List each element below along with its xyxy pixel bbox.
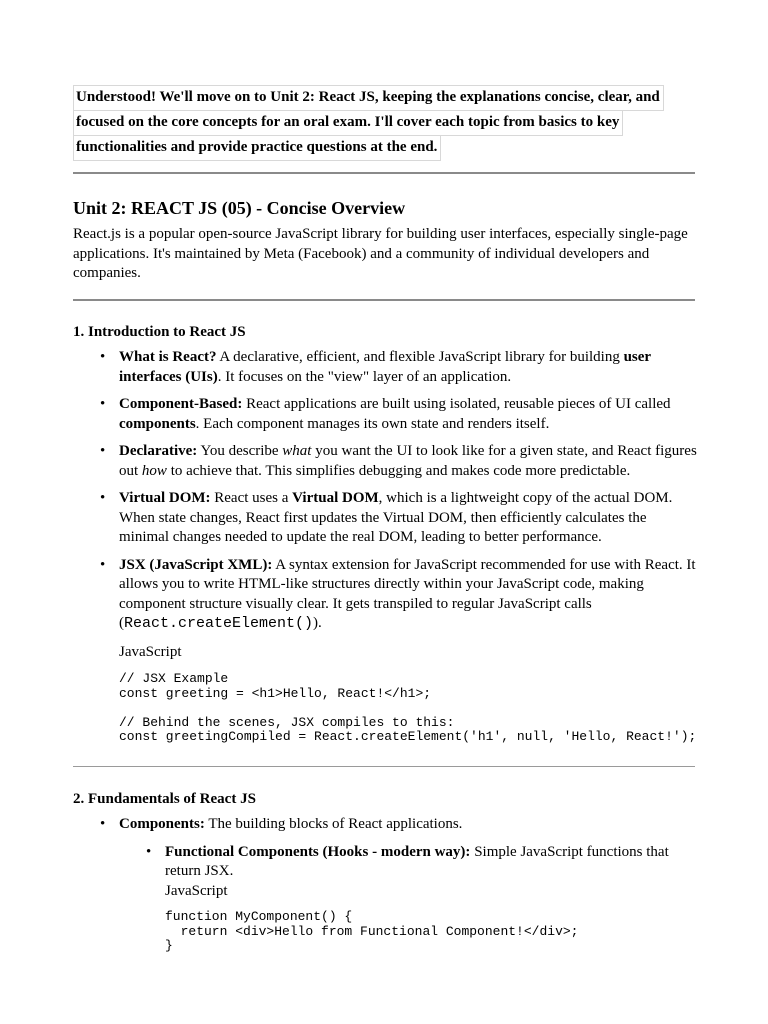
item-text: A declarative, efficient, and flexible JavaScript library for building bbox=[216, 349, 624, 365]
section-1-heading: 1. Introduction to React JS bbox=[73, 324, 246, 340]
code-block: // JSX Example const greeting = <h1>Hello, React!</h1>; // Behind the scenes, JSX compiles to this: const greetingCompiled = React.createElement('h1', null, 'Hello, React!'); bbox=[119, 671, 697, 744]
item-emphasis: user interfaces (UIs) bbox=[119, 349, 651, 385]
bullet: • bbox=[100, 396, 106, 412]
item-label: Component-Based: bbox=[119, 396, 243, 412]
item-text: A syntax extension for JavaScript recommended for use with React. It allows you to write HTML-like structures directly within your JavaScript code, making component structure visually clear. It gets transpiled to regular JavaScript calls ( bbox=[119, 556, 696, 631]
item-text: . Each component manages its own state and renders itself. bbox=[195, 415, 550, 432]
bullet: • bbox=[100, 443, 106, 459]
section-1-list bbox=[0, 348, 698, 753]
intro-line: Understood! We'll move on to Unit 2: React JS, keeping the explanations concise, clear, and bbox=[73, 85, 664, 111]
list-item bbox=[73, 556, 698, 745]
divider bbox=[73, 766, 695, 767]
item-text: . It focuses on the "view" layer of an application. bbox=[217, 368, 512, 385]
unit-lead: React.js is a popular open-source JavaScript library for building user interfaces, especially single-page applications. It's maintained by Meta (Facebook) and a community of individual developers and companies. bbox=[73, 226, 688, 281]
item-text: you want the UI to look like for a given state, and React figures out bbox=[119, 443, 697, 479]
item-text: React uses a bbox=[210, 490, 293, 506]
bullet: • bbox=[100, 816, 106, 832]
item-label: Components: bbox=[119, 816, 205, 832]
code-language-label: JavaScript bbox=[165, 882, 228, 899]
item-italic: how bbox=[141, 462, 167, 479]
list-item bbox=[73, 395, 698, 434]
bullet: • bbox=[146, 843, 152, 860]
list-item bbox=[73, 489, 698, 548]
sub-list bbox=[119, 843, 698, 954]
section-2-list bbox=[0, 815, 698, 962]
divider bbox=[73, 299, 695, 301]
item-text: , which is a lightweight copy of the actual DOM. When state changes, React first updates the Virtual DOM, then efficiently calculates the minimal changes needed to update the real DOM, leading to better performance. bbox=[119, 490, 673, 545]
item-text: Simple JavaScript functions that return JSX. bbox=[165, 843, 669, 879]
item-text: ). bbox=[313, 615, 322, 631]
item-text: React applications are built using isolated, reusable pieces of UI called bbox=[242, 396, 671, 412]
list-item bbox=[73, 815, 698, 954]
bullet: • bbox=[100, 490, 106, 506]
item-italic: what bbox=[282, 443, 312, 459]
item-label: What is React? bbox=[119, 349, 217, 365]
item-emphasis: components bbox=[119, 415, 196, 432]
item-label: Functional Components (Hooks - modern way): bbox=[165, 843, 471, 860]
unit-title: Unit 2: REACT JS (05) - Concise Overview bbox=[73, 198, 406, 218]
item-text: to achieve that. This simplifies debugging and makes code more predictable. bbox=[166, 462, 631, 479]
bullet: • bbox=[100, 349, 106, 365]
bullet: • bbox=[100, 556, 106, 573]
item-text: You describe bbox=[197, 443, 283, 459]
sub-list-item bbox=[119, 843, 698, 954]
item-label: JSX (JavaScript XML): bbox=[119, 556, 273, 573]
item-label: Virtual DOM: bbox=[119, 490, 211, 506]
item-text: The building blocks of React applications. bbox=[204, 816, 463, 832]
intro-line: functionalities and provide practice questions at the end. bbox=[73, 135, 441, 161]
list-item bbox=[73, 442, 698, 481]
code-language-label: JavaScript bbox=[119, 643, 182, 660]
inline-code: React.createElement() bbox=[124, 615, 314, 632]
section-2-heading: 2. Fundamentals of React JS bbox=[73, 791, 256, 807]
divider bbox=[73, 172, 695, 174]
item-label: Declarative: bbox=[119, 443, 198, 459]
item-emphasis: Virtual DOM bbox=[292, 490, 379, 506]
intro-line: focused on the core concepts for an oral exam. I'll cover each topic from basics to key bbox=[73, 110, 623, 136]
intro-paragraph bbox=[73, 85, 695, 160]
code-block: function MyComponent() { return <div>Hello from Functional Component!</div>; } bbox=[165, 909, 579, 953]
list-item bbox=[73, 348, 698, 387]
